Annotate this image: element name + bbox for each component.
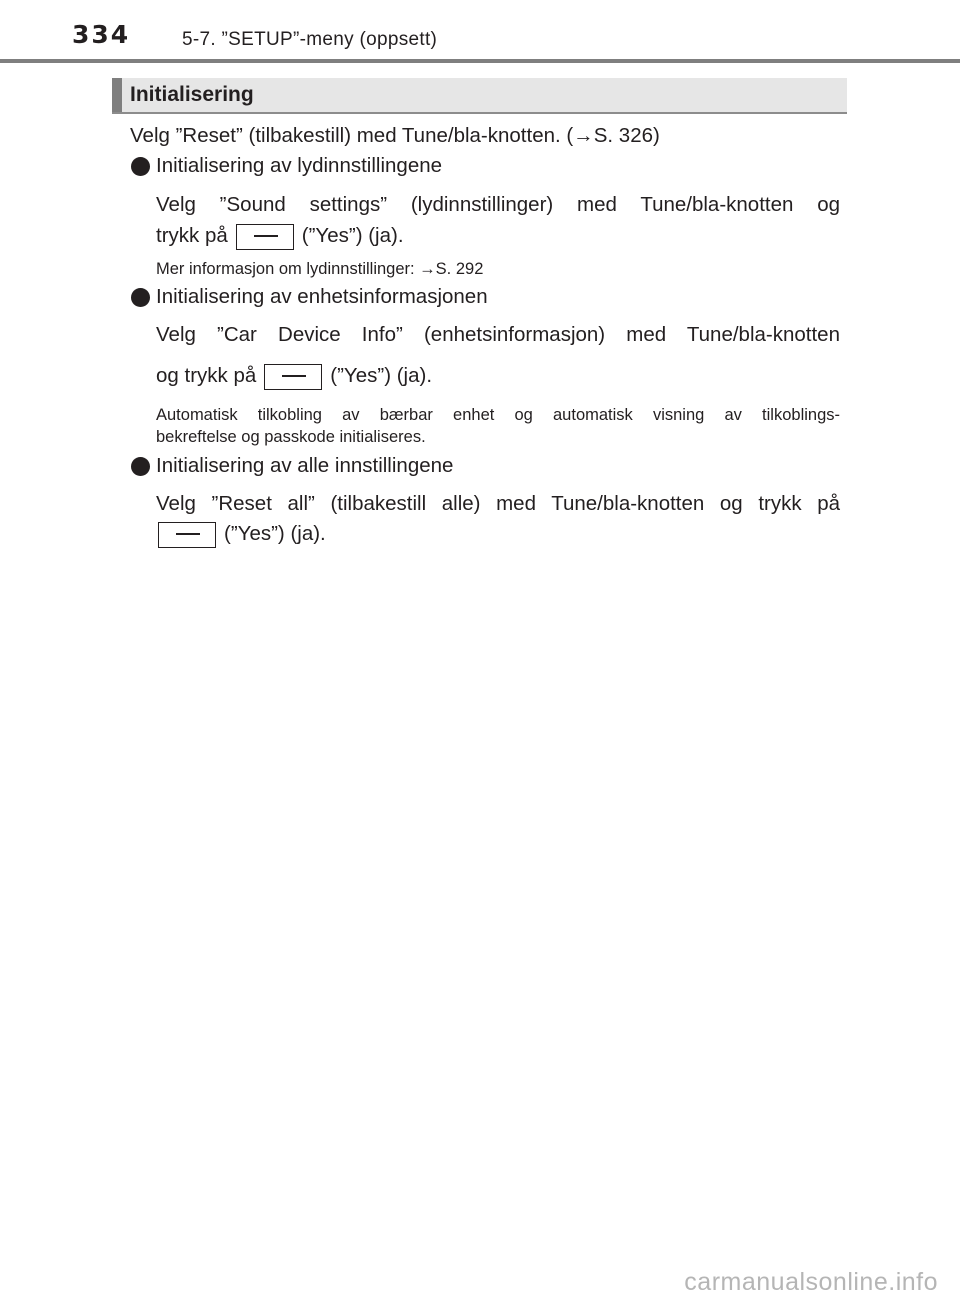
item-3-line-1: Velg ”Reset all” (tilbakestill alle) med Tune/bla-knotten og trykk på <box>156 492 840 515</box>
yes-key-icon <box>236 224 294 250</box>
item-1-note: Mer informasjon om lydinnstillinger: →S. 292 <box>156 260 484 278</box>
section-bar-accent <box>112 78 122 112</box>
item-3-line-2-post: (”Yes”) (ja). <box>224 522 326 545</box>
section-heading-bar <box>112 78 847 114</box>
item-1-heading: Initialisering av lydinnstillingene <box>156 154 443 177</box>
item-1-line-2-pre: trykk på <box>156 224 228 247</box>
section-title: Initialisering <box>130 83 254 106</box>
item-3-heading: Initialisering av alle innstillingene <box>156 454 454 477</box>
yes-key-icon <box>264 364 322 390</box>
item-1-line-2-post: (”Yes”) (ja). <box>301 224 404 247</box>
header-rule <box>0 59 960 63</box>
item-1-line-1: Velg ”Sound settings” (lydinnstillinger) med Tune/bla-knotten og <box>156 193 840 216</box>
item-1-line-2 <box>156 221 404 251</box>
chapter-header: 5-7. ”SETUP”-meny (oppsett) <box>182 29 438 50</box>
page-number: 334 <box>72 20 131 49</box>
bullet-icon <box>131 288 150 307</box>
item-2-line-1: Velg ”Car Device Info” (enhetsinformasjon) med Tune/bla-knotten <box>156 323 840 346</box>
item-2-note-line-1: Automatisk tilkobling av bærbar enhet og automatisk visning av tilkoblings- <box>156 406 840 424</box>
yes-key-icon <box>158 522 216 548</box>
item-2-heading: Initialisering av enhetsinformasjonen <box>156 285 488 308</box>
item-2-line-2-pre: og trykk på <box>156 364 257 387</box>
item-2-line-2 <box>156 361 432 391</box>
item-2-line-2-post: (”Yes”) (ja). <box>330 364 433 387</box>
item-3-line-2 <box>150 519 326 549</box>
bullet-icon <box>131 157 150 176</box>
watermark: carmanualsonline.info <box>684 1268 938 1296</box>
bullet-icon <box>131 457 150 476</box>
item-2-note-line-2: bekreftelse og passkode initialiseres. <box>156 428 426 446</box>
intro-text: Velg ”Reset” (tilbakestill) med Tune/bla-knotten. (→S. 326) <box>130 124 660 147</box>
